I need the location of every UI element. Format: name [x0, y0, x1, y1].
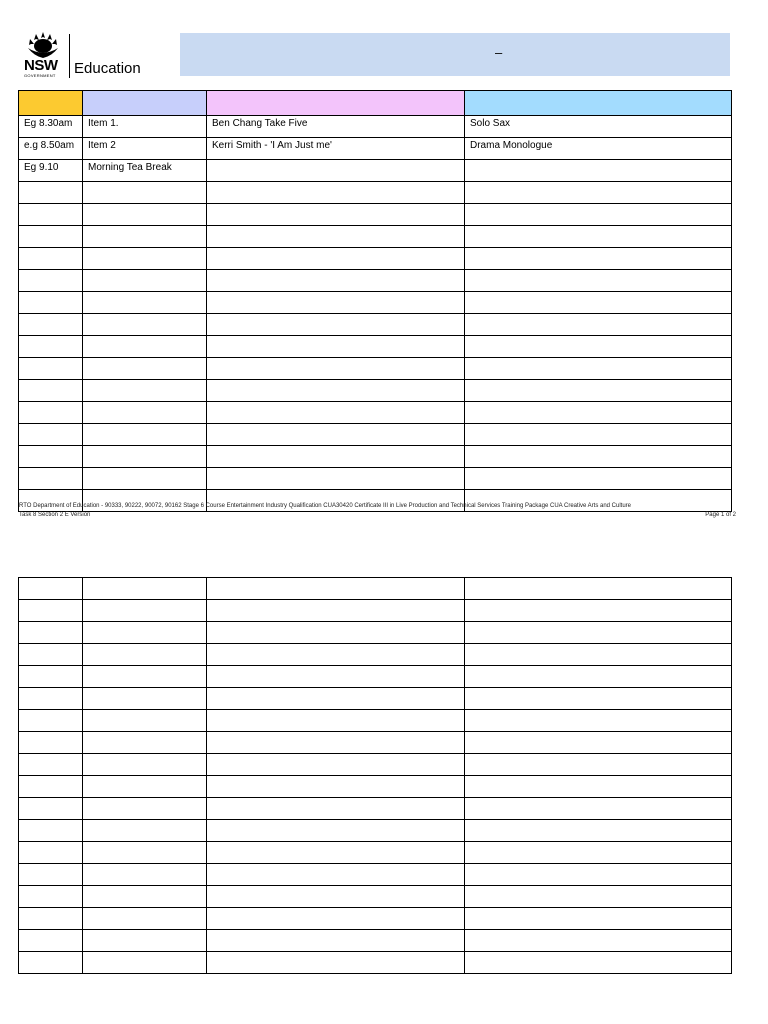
cell-type[interactable]: [465, 578, 732, 600]
waratah-icon: [24, 30, 62, 60]
cell-type[interactable]: [465, 270, 732, 292]
cell-type[interactable]: [465, 314, 732, 336]
cell-item[interactable]: [83, 820, 207, 842]
cell-item[interactable]: [83, 886, 207, 908]
cell-time[interactable]: [19, 886, 83, 908]
cell-time[interactable]: e.g 8.50am: [19, 138, 83, 160]
cell-item[interactable]: [83, 754, 207, 776]
cell-performer[interactable]: [207, 314, 465, 336]
footer-rto-line: RTO Department of Education - 90333, 90222, 90072, 90162 Stage 6 Course Entertainment Industry Qualification CUA30420 Certificate III in Live Production and Technical Services Training Package CUA Creative Arts and Culture: [19, 503, 632, 509]
cell-time[interactable]: [19, 798, 83, 820]
table-row: [19, 204, 732, 226]
cell-type[interactable]: [465, 820, 732, 842]
table-row: [19, 908, 732, 930]
table-row: [19, 138, 732, 160]
cell-time[interactable]: [19, 468, 83, 490]
cell-time[interactable]: [19, 930, 83, 952]
cell-item[interactable]: [83, 930, 207, 952]
cell-item[interactable]: Item 2: [83, 138, 207, 160]
cell-item[interactable]: [83, 798, 207, 820]
table-row: [19, 314, 732, 336]
cell-item[interactable]: [83, 710, 207, 732]
cell-performer[interactable]: [207, 644, 465, 666]
table-row: [19, 468, 732, 490]
table-row: [19, 710, 732, 732]
header-cell-type: [465, 91, 732, 116]
cell-item[interactable]: [83, 622, 207, 644]
cell-time[interactable]: [19, 842, 83, 864]
table-row: [19, 798, 732, 820]
cell-type[interactable]: [465, 886, 732, 908]
cell-performer[interactable]: [207, 622, 465, 644]
cell-item[interactable]: [83, 600, 207, 622]
table-row: [19, 622, 732, 644]
cell-type[interactable]: [465, 446, 732, 468]
cell-type[interactable]: [465, 358, 732, 380]
table-row: [19, 688, 732, 710]
cell-performer[interactable]: [207, 424, 465, 446]
cell-type[interactable]: [465, 160, 732, 182]
cell-performer[interactable]: [207, 182, 465, 204]
cell-performer[interactable]: [207, 402, 465, 424]
header-cell-time: [19, 91, 83, 116]
cell-time[interactable]: Eg 9.10: [19, 160, 83, 182]
cell-time[interactable]: [19, 358, 83, 380]
cell-performer[interactable]: [207, 666, 465, 688]
header-cell-item: [83, 91, 207, 116]
cell-time[interactable]: [19, 248, 83, 270]
cell-performer[interactable]: [207, 820, 465, 842]
cell-time[interactable]: [19, 622, 83, 644]
cell-item[interactable]: [83, 248, 207, 270]
cell-time[interactable]: [19, 578, 83, 600]
cell-type[interactable]: [465, 622, 732, 644]
cell-type[interactable]: [465, 776, 732, 798]
cell-performer[interactable]: [207, 336, 465, 358]
cell-item[interactable]: [83, 424, 207, 446]
table-row: [19, 754, 732, 776]
cell-item[interactable]: [83, 446, 207, 468]
cell-type[interactable]: [465, 798, 732, 820]
table-row: [19, 424, 732, 446]
table-row: [19, 864, 732, 886]
cell-type[interactable]: [465, 226, 732, 248]
cell-type[interactable]: [465, 644, 732, 666]
cell-item[interactable]: [83, 666, 207, 688]
cell-time[interactable]: [19, 776, 83, 798]
table-row: [19, 380, 732, 402]
cell-performer[interactable]: [207, 358, 465, 380]
cell-item[interactable]: Morning Tea Break: [83, 160, 207, 182]
logo-education-text: Education: [74, 60, 141, 77]
cell-type[interactable]: [465, 468, 732, 490]
cell-performer[interactable]: [207, 732, 465, 754]
cell-type[interactable]: [465, 600, 732, 622]
footer-task-line: Task 8 Section 2 E Version: [19, 512, 91, 518]
cell-time[interactable]: [19, 226, 83, 248]
cell-performer[interactable]: [207, 160, 465, 182]
cell-type[interactable]: [465, 842, 732, 864]
cell-performer[interactable]: [207, 270, 465, 292]
cell-time[interactable]: [19, 402, 83, 424]
cell-performer[interactable]: [207, 886, 465, 908]
cell-performer[interactable]: [207, 380, 465, 402]
cell-performer[interactable]: [207, 226, 465, 248]
cell-type[interactable]: [465, 732, 732, 754]
cell-time[interactable]: [19, 424, 83, 446]
cell-performer[interactable]: [207, 930, 465, 952]
cell-performer[interactable]: [207, 600, 465, 622]
cell-time[interactable]: Eg 8.30am: [19, 116, 83, 138]
table-row: [19, 600, 732, 622]
logo-divider: [69, 34, 70, 78]
cell-type[interactable]: [465, 292, 732, 314]
cell-type[interactable]: [465, 688, 732, 710]
cell-type[interactable]: [465, 424, 732, 446]
cell-time[interactable]: [19, 688, 83, 710]
cell-time[interactable]: [19, 600, 83, 622]
table-row: [19, 182, 732, 204]
cell-item[interactable]: [83, 952, 207, 974]
cell-performer[interactable]: [207, 446, 465, 468]
cell-item[interactable]: [83, 182, 207, 204]
table-row: [19, 402, 732, 424]
table-header-row: [19, 91, 732, 116]
cell-type[interactable]: [465, 754, 732, 776]
cell-time[interactable]: [19, 380, 83, 402]
table-row: [19, 644, 732, 666]
cell-item[interactable]: [83, 468, 207, 490]
cell-type[interactable]: [465, 952, 732, 974]
running-sheet-table-continued: [18, 577, 732, 974]
cell-performer[interactable]: [207, 776, 465, 798]
table-row: [19, 578, 732, 600]
cell-item[interactable]: [83, 314, 207, 336]
table-row: [19, 226, 732, 248]
running-sheet-table: [18, 90, 732, 512]
cell-item[interactable]: [83, 864, 207, 886]
cell-type[interactable]: [465, 182, 732, 204]
table-row: [19, 886, 732, 908]
cell-performer[interactable]: [207, 578, 465, 600]
cell-type[interactable]: Solo Sax: [465, 116, 732, 138]
cell-type[interactable]: [465, 380, 732, 402]
cell-time[interactable]: [19, 182, 83, 204]
cell-performer[interactable]: Kerri Smith - 'I Am Just me': [207, 138, 465, 160]
cell-type[interactable]: [465, 710, 732, 732]
cell-time[interactable]: [19, 644, 83, 666]
cell-type[interactable]: [465, 908, 732, 930]
cell-time[interactable]: [19, 820, 83, 842]
table-row: [19, 820, 732, 842]
cell-performer[interactable]: [207, 952, 465, 974]
cell-performer[interactable]: [207, 754, 465, 776]
cell-time[interactable]: [19, 270, 83, 292]
cell-time[interactable]: [19, 292, 83, 314]
cell-type[interactable]: [465, 930, 732, 952]
table-row: [19, 358, 732, 380]
cell-item[interactable]: [83, 776, 207, 798]
cell-performer[interactable]: Ben Chang Take Five: [207, 116, 465, 138]
title-banner: [180, 33, 730, 76]
cell-type[interactable]: Drama Monologue: [465, 138, 732, 160]
cell-time[interactable]: [19, 336, 83, 358]
cell-item[interactable]: [83, 226, 207, 248]
cell-type[interactable]: [465, 204, 732, 226]
table-row: [19, 248, 732, 270]
table-row: [19, 666, 732, 688]
cell-time[interactable]: [19, 314, 83, 336]
cell-item[interactable]: [83, 842, 207, 864]
cell-performer[interactable]: [207, 908, 465, 930]
table-row: [19, 952, 732, 974]
table-row: [19, 930, 732, 952]
cell-performer[interactable]: [207, 798, 465, 820]
cell-performer[interactable]: [207, 292, 465, 314]
cell-time[interactable]: [19, 710, 83, 732]
logo-nsw-text: NSW: [24, 57, 58, 74]
table-row: [19, 270, 732, 292]
cell-type[interactable]: [465, 864, 732, 886]
cell-type[interactable]: [465, 336, 732, 358]
table-row: [19, 336, 732, 358]
nsw-education-logo: [22, 30, 152, 82]
cell-type[interactable]: [465, 402, 732, 424]
cell-time[interactable]: [19, 908, 83, 930]
cell-performer[interactable]: [207, 468, 465, 490]
cell-performer[interactable]: [207, 842, 465, 864]
cell-performer[interactable]: [207, 710, 465, 732]
cell-item[interactable]: [83, 336, 207, 358]
table-row: [19, 116, 732, 138]
cell-item[interactable]: [83, 380, 207, 402]
cell-item[interactable]: [83, 270, 207, 292]
cell-item[interactable]: [83, 402, 207, 424]
cell-time[interactable]: [19, 732, 83, 754]
cell-item[interactable]: [83, 578, 207, 600]
cell-item[interactable]: Item 1.: [83, 116, 207, 138]
table-row: [19, 292, 732, 314]
cell-time[interactable]: [19, 446, 83, 468]
table-row: [19, 446, 732, 468]
cell-type[interactable]: [465, 666, 732, 688]
cell-time[interactable]: [19, 666, 83, 688]
cell-item[interactable]: [83, 204, 207, 226]
logo-government-text: GOVERNMENT: [24, 73, 56, 78]
cell-time[interactable]: [19, 952, 83, 974]
table-row: [19, 160, 732, 182]
table-row: [19, 732, 732, 754]
cell-item[interactable]: [83, 358, 207, 380]
cell-item[interactable]: [83, 908, 207, 930]
banner-text: –: [495, 45, 503, 60]
cell-item[interactable]: [83, 688, 207, 710]
table-row: [19, 842, 732, 864]
header-cell-performer: [207, 91, 465, 116]
table-row: [19, 776, 732, 798]
cell-performer[interactable]: [207, 688, 465, 710]
cell-item[interactable]: [83, 644, 207, 666]
cell-performer[interactable]: [207, 248, 465, 270]
cell-time[interactable]: [19, 204, 83, 226]
cell-item[interactable]: [83, 292, 207, 314]
cell-type[interactable]: [465, 248, 732, 270]
cell-performer[interactable]: [207, 864, 465, 886]
footer-page-number: Page 1 of 2: [705, 512, 736, 518]
cell-time[interactable]: [19, 754, 83, 776]
cell-time[interactable]: [19, 864, 83, 886]
cell-item[interactable]: [83, 732, 207, 754]
cell-performer[interactable]: [207, 204, 465, 226]
